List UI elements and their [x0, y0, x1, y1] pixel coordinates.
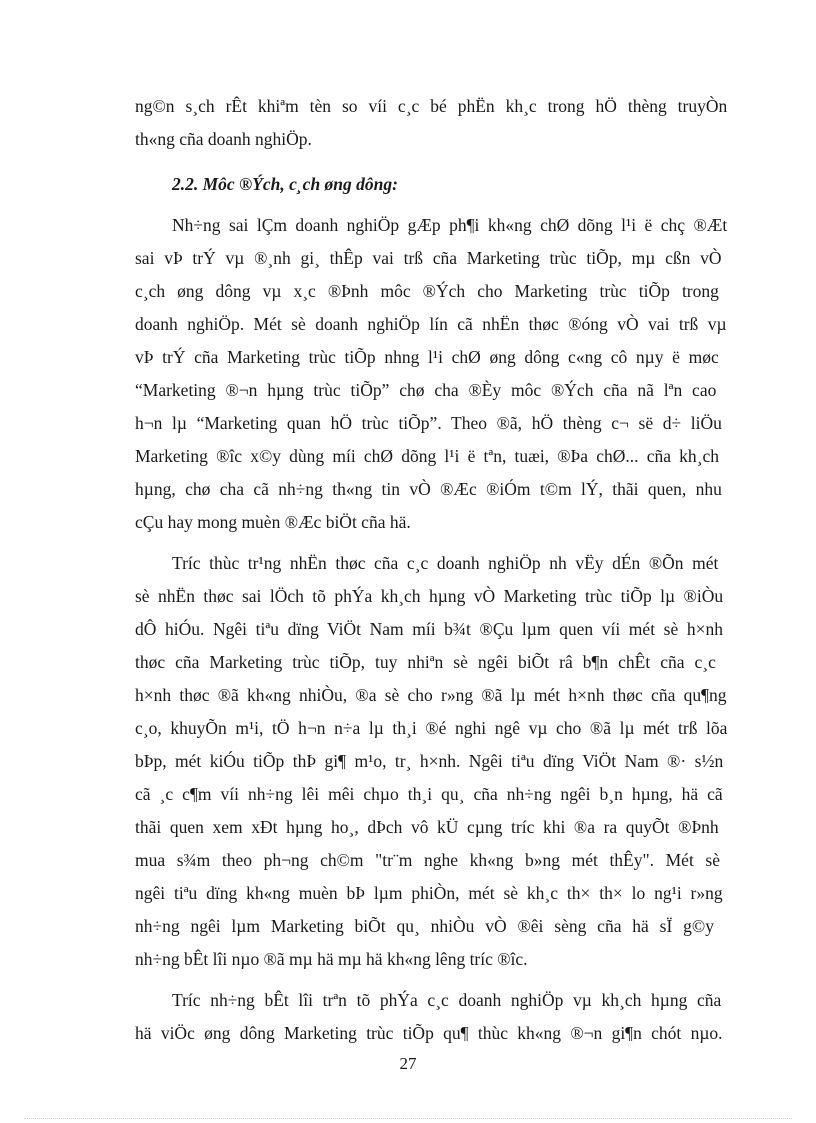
- text-line: hä viÖc øng dông Marketing trùc tiÕp qu¶ thùc kh«ng ®¬n gi¶n chót nµo.: [135, 1023, 723, 1043]
- text-line: sai vÞ trÝ vµ ®¸nh gi¸ thÊp vai trß cña Marketing trùc tiÕp, mµ cßn vÒ: [135, 248, 722, 268]
- text-line: bÞp, mét kiÓu tiÕp thÞ gi¶ m¹o, tr¸ h×nh. Ngêi tiªu dïng ViÖt Nam ®· s½n: [135, 751, 724, 771]
- page-number: 27: [399, 1054, 417, 1073]
- text-line: nh÷ng ngêi lµm Marketing biÕt qu¸ nhiÒu vÒ ®êi sèng cña hä sÏ g©y: [135, 916, 714, 936]
- text-line: ng©n s¸ch rÊt khiªm tèn so víi c¸c bé phËn kh¸c trong hÖ thèng truyÒn: [135, 96, 728, 116]
- text-line: c¸o, khuyÕn m¹i, tÖ h¬n n÷a lµ th¸i ®é nghi ngê vµ cho ®ã lµ mét trß lõa: [135, 718, 728, 738]
- text-line: ngêi tiªu dïng kh«ng muèn bÞ lµm phiÒn, mét sè kh¸c th× th× lo ng¹i r»ng: [135, 883, 723, 903]
- text-line: th«ng cña doanh nghiÖp.: [135, 129, 312, 149]
- page-bottom-divider: [24, 1118, 792, 1119]
- text-line: thãi quen xem xÐt hµng ho¸, dÞch vô kÜ cµng tríc khi ®a ra quyÕt ®Þnh: [135, 817, 719, 837]
- text-line: cÇu hay mong muèn ®Æc biÖt cña hä.: [135, 512, 411, 532]
- text-line: Tríc nh÷ng bÊt lîi trªn tõ phÝa c¸c doanh nghiÖp vµ kh¸ch hµng cña: [172, 990, 722, 1010]
- text-line: Tríc thùc tr¹ng nhËn thøc cña c¸c doanh nghiÖp nh vËy dÉn ®Õn mét: [172, 553, 719, 573]
- text-line: vÞ trÝ cña Marketing trùc tiÕp nhng l¹i chØ øng dông c«ng cô nµy ë møc: [135, 347, 719, 367]
- text-line: mua s¾m theo ph¬ng ch©m "tr¨m nghe kh«ng b»ng mét thÊy". Mét sè: [135, 850, 720, 870]
- text-line: h×nh thøc ®ã kh«ng nhiÒu, ®a sè cho r»ng ®ã lµ mét h×nh thøc cña qu¶ng: [135, 685, 727, 705]
- text-line: Nh÷ng sai lÇm doanh nghiÖp gÆp ph¶i kh«ng chØ dõng l¹i ë chç ®Æt: [172, 215, 728, 235]
- text-line: “Marketing ®¬n hµng trùc tiÕp” chø cha ®Èy môc ®Ých cña nã lªn cao: [135, 380, 717, 400]
- text-line: h¬n lµ “Marketing quan hÖ trùc tiÕp”. Theo ®ã, hÖ thèng c¬ së d÷ liÖu: [135, 413, 722, 433]
- section-heading: 2.2. Môc ®Ých, c¸ch øng dông:: [172, 174, 398, 194]
- text-line: hµng, chø cha cã nh÷ng th«ng tin vÒ ®Æc ®iÓm t©m lÝ, thãi quen, nhu: [135, 479, 722, 499]
- text-line: cã ¸c c¶m víi nh÷ng lêi mêi chµo th¸i qu¸ cña nh÷ng ngêi b¸n hµng, hä cã: [135, 784, 723, 804]
- text-line: thøc cña Marketing trùc tiÕp, tuy nhiªn sè ngêi biÕt râ b¶n chÊt cña c¸c: [135, 652, 716, 672]
- text-line: nh÷ng bÊt lîi nµo ®ã mµ hä mµ hä kh«ng lêng tríc ®îc.: [135, 949, 528, 969]
- text-line: sè nhËn thøc sai lÖch tõ phÝa kh¸ch hµng vÒ Marketing trùc tiÕp lµ ®iÒu: [135, 586, 724, 606]
- text-line: c¸ch øng dông vµ x¸c ®Þnh môc ®Ých cho Marketing trùc tiÕp trong: [135, 281, 719, 301]
- text-line: dÔ hiÓu. Ngêi tiªu dïng ViÖt Nam míi b¾t ®Çu lµm quen víi mét sè h×nh: [135, 619, 723, 639]
- text-line: Marketing ®îc x©y dùng míi chØ dõng l¹i ë tªn, tuæi, ®Þa chØ... cña kh¸ch: [135, 446, 720, 466]
- text-line: doanh nghiÖp. Mét sè doanh nghiÖp lín cã nhËn thøc ®óng vÒ vai trß vµ: [135, 314, 727, 334]
